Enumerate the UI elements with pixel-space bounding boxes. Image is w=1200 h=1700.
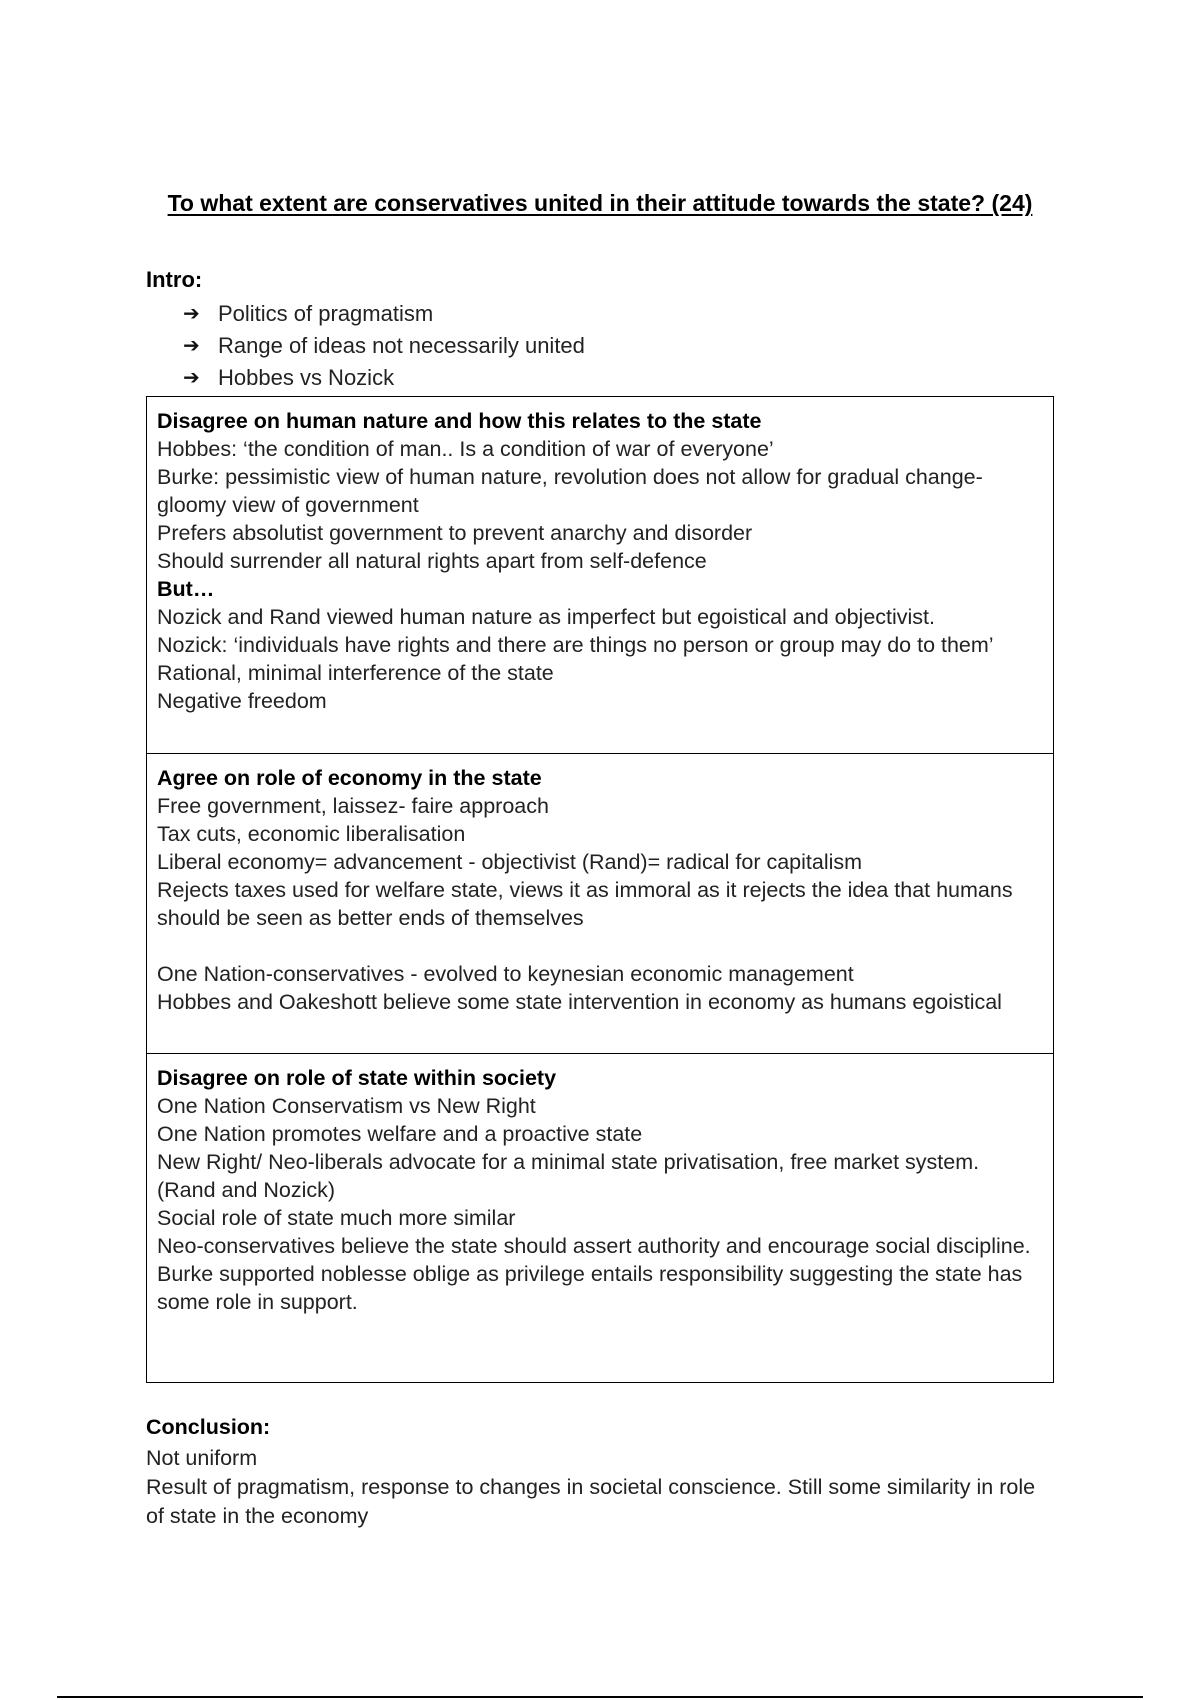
conclusion-line: Not uniform xyxy=(146,1446,258,1470)
section-society xyxy=(147,1053,1053,1384)
section-line: Free government, laissez- faire approach xyxy=(157,794,549,818)
section-line: Burke supported noblesse oblige as privilege entails responsibility suggesting the state has some role in support. xyxy=(157,1262,1023,1314)
paragraph-gap xyxy=(157,932,1043,960)
intro-bullet-list xyxy=(183,298,585,394)
section-heading: Agree on role of economy in the state xyxy=(157,766,542,790)
section-line: Liberal economy= advancement - objectivist (Rand)= radical for capitalism xyxy=(157,850,863,874)
section-line: Hobbes: ‘the condition of man.. Is a condition of war of everyone’ xyxy=(157,437,774,461)
conclusion xyxy=(146,1413,1054,1531)
section-subheading: But… xyxy=(157,577,215,601)
intro-bullet xyxy=(183,330,585,362)
section-line: One Nation Conservatism vs New Right xyxy=(157,1094,536,1118)
conclusion-label: Conclusion: xyxy=(146,1415,271,1439)
arrow-right-icon: ➔ xyxy=(183,367,200,389)
intro-bullet-text: Hobbes vs Nozick xyxy=(218,365,395,390)
section-line: One Nation-conservatives - evolved to keynesian economic management xyxy=(157,962,854,986)
intro-bullet xyxy=(183,298,585,330)
essay-title: To what extent are conservatives united in their attitude towards the state? (24) xyxy=(167,190,1033,216)
section-line: Hobbes and Oakeshott believe some state intervention in economy as humans egoistical xyxy=(157,990,1002,1014)
section-line: Neo-conservatives believe the state should assert authority and encourage social discipline. xyxy=(157,1234,1031,1258)
section-line: Rejects taxes used for welfare state, views it as immoral as it rejects the idea that humans should be seen as better ends of themselves xyxy=(157,878,1013,930)
section-line: Nozick: ‘individuals have rights and there are things no person or group may do to them’ xyxy=(157,633,994,657)
section-human-nature xyxy=(147,397,1053,753)
section-line: Should surrender all natural rights apart from self-defence xyxy=(157,549,707,573)
section-line: Nozick and Rand viewed human nature as imperfect but egoistical and objectivist. xyxy=(157,605,935,629)
footer-divider xyxy=(57,1696,1143,1698)
section-heading: Disagree on human nature and how this relates to the state xyxy=(157,409,762,433)
section-line: Burke: pessimistic view of human nature, revolution does not allow for gradual change- gloomy view of government xyxy=(157,465,983,517)
section-line: Prefers absolutist government to prevent anarchy and disorder xyxy=(157,521,753,545)
arrow-right-icon: ➔ xyxy=(183,335,200,357)
section-line: New Right/ Neo-liberals advocate for a minimal state privatisation, free market system. (Rand and Nozick) xyxy=(157,1150,980,1202)
section-line: One Nation promotes welfare and a proactive state xyxy=(157,1122,643,1146)
section-economy xyxy=(147,753,1053,1053)
section-line: Rational, minimal interference of the state xyxy=(157,661,554,685)
intro-bullet xyxy=(183,362,585,394)
section-line: Negative freedom xyxy=(157,689,327,713)
section-heading: Disagree on role of state within society xyxy=(157,1066,557,1090)
conclusion-line: Result of pragmatism, response to changes in societal conscience. Still some similarity in role of state in the economy xyxy=(146,1475,1036,1528)
intro-label: Intro: xyxy=(146,267,203,292)
arrow-right-icon: ➔ xyxy=(183,303,200,325)
intro-bullet-text: Range of ideas not necessarily united xyxy=(218,333,585,358)
section-line: Social role of state much more similar xyxy=(157,1206,516,1230)
intro-bullet-text: Politics of pragmatism xyxy=(218,301,434,326)
section-line: Tax cuts, economic liberalisation xyxy=(157,822,466,846)
argument-table xyxy=(146,396,1054,1383)
